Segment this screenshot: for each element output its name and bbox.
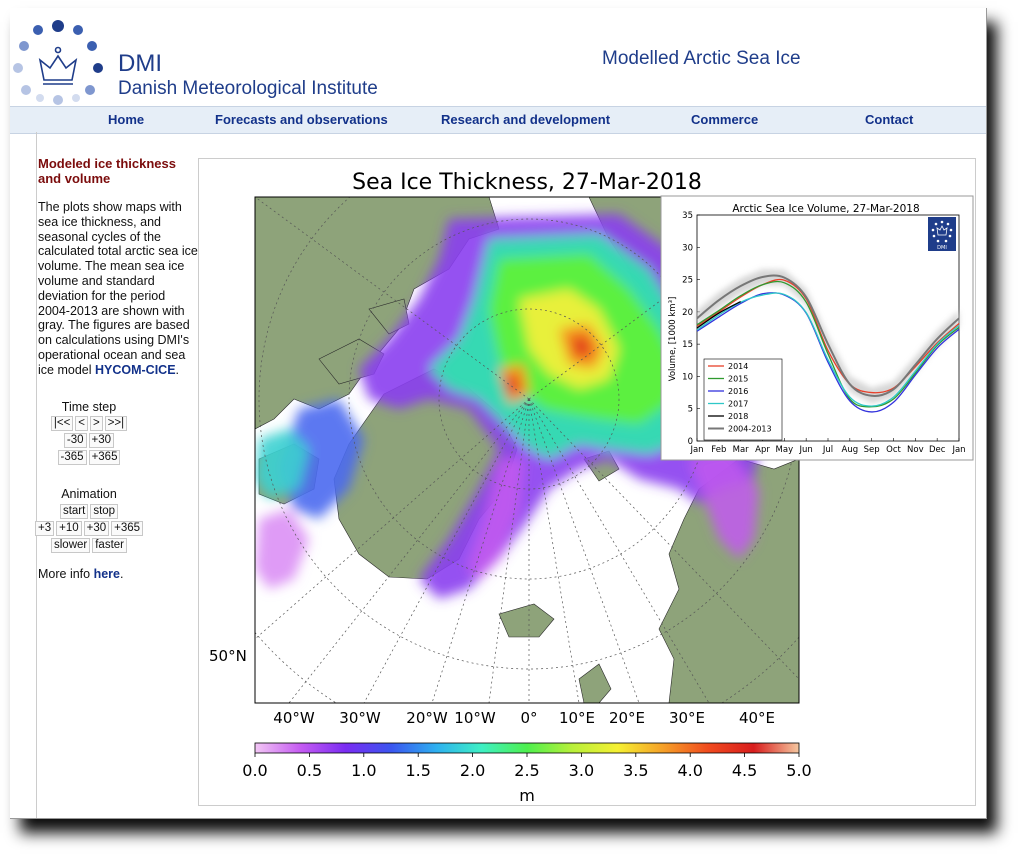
colorbar-tick-label: 0.5 [296,761,323,780]
first-button[interactable]: |<< [51,416,73,431]
lon-labels [273,709,775,727]
minus-30-button[interactable]: -30 [64,433,87,448]
time-step-controls [34,400,144,466]
stop-button[interactable]: stop [90,504,118,519]
colorbar-tick-label: 3.0 [568,761,595,780]
y-tick-label: 25 [682,275,693,286]
model-link[interactable]: HYCOM-CICE [94,362,176,377]
x-tick-label: Jan [690,445,704,455]
animation-label: Animation [61,487,117,502]
site-title: Modelled Arctic Sea Ice [602,48,801,69]
nav-forecasts[interactable]: Forecasts and observations [215,112,388,127]
more-info-text: More info [38,567,91,582]
map-title: Sea Ice Thickness, 27-Mar-2018 [352,170,702,195]
colorbar-ticks [242,753,811,780]
colorbar-tick-label: 1.0 [351,761,377,780]
main-navigation [10,106,986,134]
minus-365-button[interactable]: -365 [58,450,87,465]
nav-commerce[interactable]: Commerce [691,112,759,127]
last-button[interactable]: >>| [105,416,127,431]
legend-label: 2018 [728,412,749,421]
lon-label: 30°E [668,709,706,727]
description-text: The plots show maps with sea ice thickness, and seasonal cycles of the calculated total arctic sea ice volume. The mean sea ice volume and standard deviation for the period 2004-2013 are shown with gray. The figures are based on calculations using DMI's operational ocean and sea ice model [38,200,198,377]
prev-button[interactable]: < [75,416,88,431]
colorbar-tick-label: 2.0 [459,761,486,780]
y-tick-label: 5 [687,404,693,415]
sidebar [38,156,200,582]
colorbar [255,743,799,753]
plus-30-button[interactable]: +30 [89,433,115,448]
logo-short: DMI [118,50,162,77]
legend-label: 2004-2013 [728,424,772,434]
anim-plus-10-button[interactable]: +10 [56,521,82,536]
volume-chart-inset [661,196,973,460]
colorbar-tick-label: 2.5 [514,761,540,780]
dmi-chart-logo-icon [928,217,956,251]
x-tick-label: Jun [799,445,813,455]
anim-plus-30-button[interactable]: +30 [84,521,110,536]
x-tick-label: Oct [886,445,901,455]
colorbar-tick-label: 1.5 [405,761,431,780]
volume-chart-title: Arctic Sea Ice Volume, 27-Mar-2018 [732,203,920,215]
x-tick-label: Jan [952,445,966,455]
x-tick-label: Aug [841,445,859,455]
colorbar-tick-label: 3.5 [623,761,649,780]
x-tick-label: May [775,445,794,455]
colorbar-unit: m [519,786,535,805]
description-end: . [175,362,180,377]
anim-plus-3-button[interactable]: +3 [35,521,54,536]
colorbar-tick-label: 0.0 [242,761,268,780]
legend-label: 2014 [728,362,749,371]
x-tick-label: Feb [711,445,727,455]
y-tick-label: 15 [682,340,693,351]
dmi-logo-icon[interactable] [10,16,110,106]
x-tick-label: Mar [732,445,749,455]
plus-365-button[interactable]: +365 [89,450,121,465]
logo-full-name: Danish Meteorological Institute [118,78,378,99]
dmi-chart-logo-text: DMI [937,245,947,251]
legend-label: 2017 [728,399,749,409]
x-tick-label: Dec [928,445,946,455]
volume-chart-ylabel: Volume, [1000 km³] [668,296,678,382]
y-tick-label: 0 [687,437,693,447]
lon-label: 20°E [608,709,646,727]
time-step-label: Time step [61,399,117,414]
animation-controls [34,487,144,553]
figure-panel [198,158,976,806]
legend-label: 2016 [728,387,749,396]
nav-home[interactable]: Home [108,112,145,127]
site-header [10,8,986,106]
next-button[interactable]: > [90,416,103,431]
lon-label: 40°E [738,709,776,727]
sea-ice-figure [199,159,975,805]
y-tick-label: 20 [682,307,693,318]
lon-label: 0° [520,709,538,727]
sidebar-divider [36,132,37,818]
lon-label: 10°E [558,709,596,727]
faster-button[interactable]: faster [92,538,127,553]
legend-label: 2015 [728,374,749,384]
sidebar-description [38,200,200,378]
x-tick-label: Sep [863,445,880,455]
colorbar-tick-label: 4.0 [677,761,703,780]
nav-contact[interactable]: Contact [865,112,914,127]
more-info-end: . [120,567,124,582]
start-button[interactable]: start [60,504,88,519]
lon-label: 10°W [454,709,496,727]
sidebar-title: Modeled ice thickness and volume [38,156,176,186]
slower-button[interactable]: slower [51,538,90,553]
lat-label-50n: 50°N [209,647,247,665]
nav-research[interactable]: Research and development [441,112,611,127]
more-info-link[interactable]: here [93,567,120,582]
lon-label: 20°W [406,709,448,727]
lon-label: 40°W [273,709,315,727]
page [10,8,987,819]
y-tick-label: 10 [682,372,693,383]
y-tick-label: 30 [682,243,693,254]
x-tick-label: Nov [907,445,924,455]
anim-plus-365-button[interactable]: +365 [111,521,143,536]
more-info [38,567,200,582]
y-tick-label: 35 [682,211,693,221]
lon-label: 30°W [339,709,381,727]
x-tick-label: Jul [822,445,834,455]
colorbar-tick-label: 4.5 [731,761,758,780]
x-tick-label: Apr [755,445,770,455]
colorbar-tick-label: 5.0 [786,761,812,780]
